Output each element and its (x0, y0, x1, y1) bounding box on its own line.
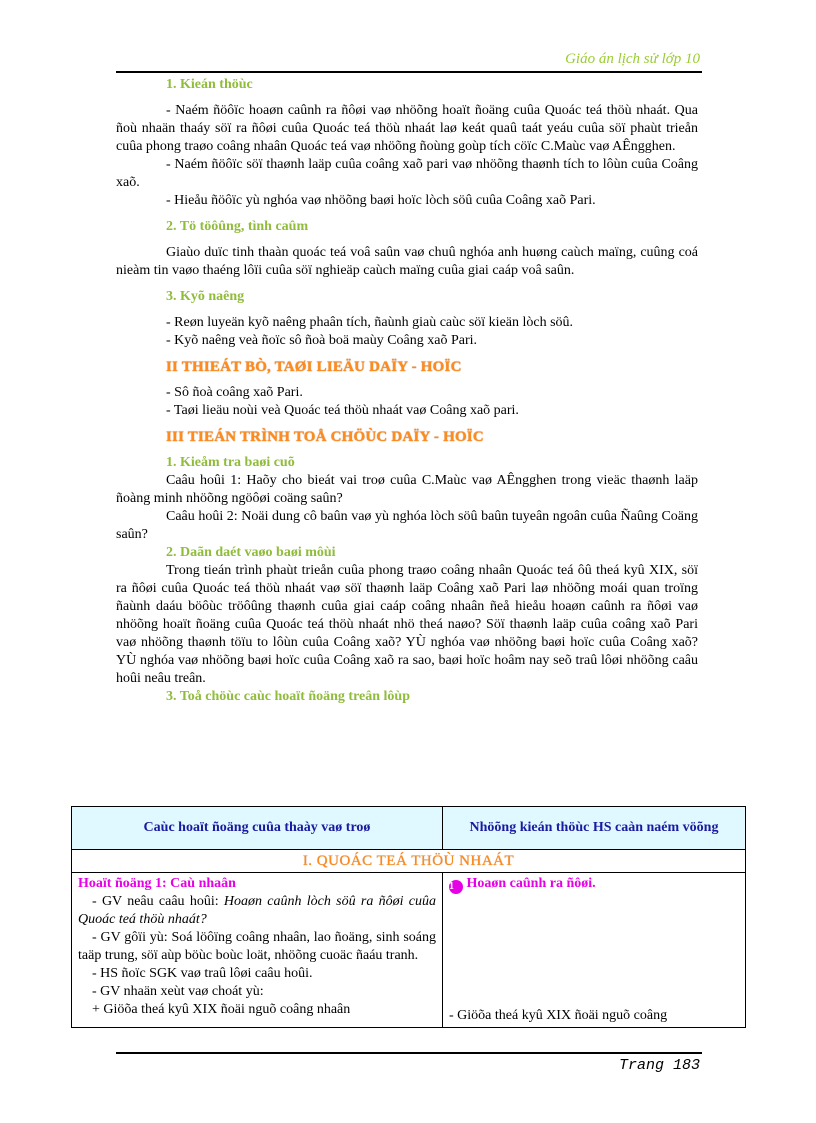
knowledge-line: - Giöõa theá kyû XIX ñoäi nguõ coâng (449, 1008, 668, 1023)
knowledge-heading-line (449, 875, 739, 894)
document-header-title: Giáo án lịch sử lớp 10 (565, 51, 700, 67)
paragraph: Trong tieán trình phaùt trieån cuûa phong traøo coâng nhaân Quoác teá ôû theá kyû XIX, söï ra ñôøi cuûa Quoác teá thöù nhaát vaø söï thaønh laäp Coâng xaõ Pari laø nhöõng moái quan troïng ñaùnh daáu böôùc tröôûng thaønh cuûa giai caáp coâng nhaân ñeå hieåu hoaøn caûnh ra ñôøi vaø nhöõng hoaït ñoäng cuûa Quoác teá thöù nhaát nhö theá naøo? Söï thaønh laäp cuûa coâng xaõ Pari vaø nhöõng thaønh töïu to lôùn cuûa Coâng xaõ? YÙ nghóa vaø nhöõng baøi hoïc cuûa Coâng xaõ? YÙ nghóa vaø nhöõng baøi hoïc cuûa Coâng xaõ ra sao, baøi hoïc hoâm nay seõ traû lôøi nhöõng caâu hoûi neâu treân. (116, 563, 698, 686)
section-heading-attitude: 2. Tö töôûng, tình caûm (166, 219, 309, 234)
paragraph: - Hieåu ñöôïc yù nghóa vaø nhöõng baøi hoïc lòch söû cuûa Coâng xaõ Pari. (166, 193, 596, 208)
lesson-body (116, 76, 698, 706)
paragraph: - Reøn luyeän kyõ naêng phaân tích, ñaùnh giaù caùc söï kieän lòch söû. (166, 315, 574, 330)
header-divider (116, 71, 702, 73)
paragraph: - Naém ñöôïc söï thaønh laäp cuûa coâng xaõ pari vaø nhöõng thaønh tích to lôùn cuûa Coâng xaõ. (116, 157, 698, 190)
activity-line-text: - GV neâu caâu hoûi: (92, 894, 224, 909)
activity-question: Hoaøn caûnh lòch söû ra ñôøi cuûa Quoác teá thöù nhaát? (78, 894, 436, 927)
knowledge-heading: Hoaøn caûnh ra ñôøi. (466, 876, 596, 891)
page-number: Trang 183 (618, 1057, 700, 1074)
paragraph: - Sô ñoà coâng xaõ Pari. (166, 385, 303, 400)
table-header-row (72, 807, 746, 850)
paragraph: - Taøi lieäu noùi veà Quoác teá thöù nhaát vaø Coâng xaõ pari. (166, 403, 519, 418)
activity-cell (72, 873, 443, 1028)
paragraph: - Kyõ naêng veà ñoïc sô ñoà boä maùy Coâng xaõ Pari. (166, 333, 478, 348)
activity-line: - HS ñoïc SGK vaø traû lôøi caâu hoûi. (92, 966, 313, 981)
paragraph: Caâu hoûi 2: Noäi dung cô baûn vaø yù nghóa lòch söû baûn tuyeân ngoân cuûa Ñaûng Coäng saûn? (116, 509, 698, 542)
paragraph: Caâu hoûi 1: Haõy cho bieát vai troø cuûa C.Maùc vaø AÊngghen trong vieäc thaønh laäp ñoàng minh nhöõng ngöôøi coäng saûn? (116, 473, 698, 506)
table-header-knowledge: Nhöõng kieán thöùc HS caàn naém vöõng (443, 807, 746, 850)
activity-line (78, 893, 436, 929)
table-section-row (72, 850, 746, 873)
activity-line: + Giöõa theá kyû XIX ñoäi nguõ coâng nhaân (92, 1002, 351, 1017)
activity-line: - GV nhaän xeùt vaø choát yù: (92, 984, 264, 999)
paragraph: - Naém ñöôïc hoaøn caûnh ra ñôøi vaø nhöõng hoaït ñoäng cuûa Quoác teá thöù nhaát. Qua ñoù nhaän thaáy söï ra ñôøi cuûa Quoác teá thöù nhaát laø keát quaû taát yeáu cuûa söï phaùt trieån cuûa phong traøo coâng nhaân Quoác teá vaø nhöõng ñoùng goùp tích cöïc C.Maùc vaø AÊngghen. (116, 103, 698, 154)
table-header-activities: Caùc hoaït ñoäng cuûa thaày vaø troø (72, 807, 443, 850)
table-row (72, 873, 746, 1028)
part-heading-process: III TIEÁN TRÌNH TOÅ CHÖÙC DAÏY - HOÏC (166, 429, 484, 445)
lesson-activities-table (71, 806, 746, 1028)
activity-line: - GV gôïi yù: Soá löôïng coâng nhaân, lao ñoäng, sinh soáng taäp trung, söï aùp böùc boùc loät, nhöõng cuoäc ñaáu tranh. (78, 930, 436, 963)
activity-title: Hoaït ñoäng 1: Caù nhaân (78, 876, 236, 891)
section-heading-skills: 3. Kyõ naêng (166, 289, 245, 304)
numbered-bullet-icon: 1 (449, 880, 463, 894)
footer-divider (116, 1052, 702, 1054)
part-heading-equipment: II THIEÁT BÒ, TAØI LIEÄU DAÏY - HOÏC (166, 359, 462, 375)
paragraph: Giaùo duïc tinh thaàn quoác teá voâ saûn vaø chuû nghóa anh huøng caùch maïng, cuûng coá nieàm tin vaøo thaéng lôïi cuûa söï nghieäp caùch maïng cuûa giai caáp voâ saûn. (116, 245, 698, 278)
section-heading-intro: 2. Daãn daét vaøo baøi môùi (166, 545, 336, 560)
section-heading-knowledge: 1. Kieán thöùc (166, 77, 253, 92)
section-heading-review: 1. Kieåm tra baøi cuõ (166, 455, 295, 470)
section-heading-activities: 3. Toå chöùc caùc hoaït ñoäng treân lôùp (166, 689, 411, 704)
table-section-title: I. QUOÁC TEÁ THÖÙ NHAÁT (72, 850, 746, 873)
knowledge-cell (443, 873, 746, 1028)
